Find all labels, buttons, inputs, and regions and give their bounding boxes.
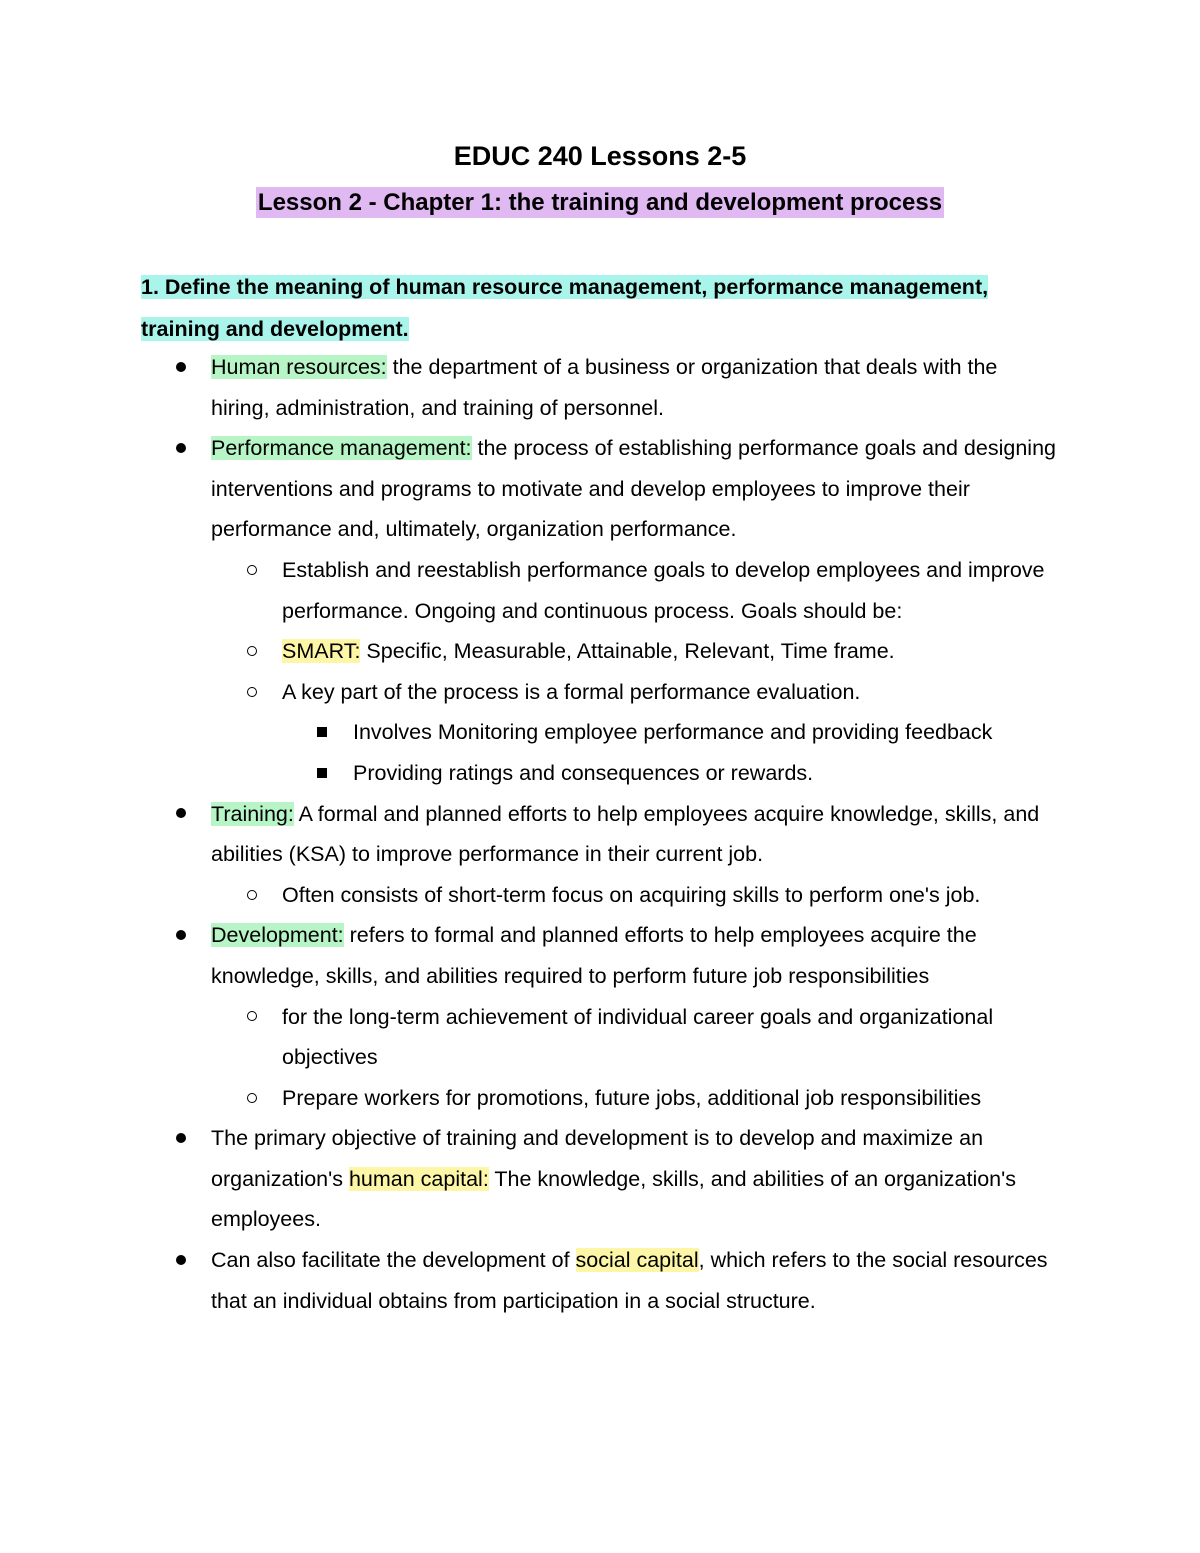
list-item-text — [211, 794, 1061, 875]
term-highlight: human capital: — [348, 1166, 489, 1191]
term-highlight: Development: — [211, 923, 344, 948]
sub-item-text: Establish and reestablish performance goals to develop employees and improve performance. Ongoing and continuous process. Goals should be: — [282, 557, 1045, 623]
sub-item-text: A key part of the process is a formal performance evaluation. — [282, 679, 861, 704]
bullet-circle-icon — [247, 672, 257, 713]
bullet-circle-icon — [247, 631, 257, 672]
lesson-heading — [0, 184, 1200, 222]
bullet-dot-icon — [176, 794, 186, 835]
list-item-text — [211, 1118, 1061, 1240]
bullet-dot-icon — [176, 915, 186, 956]
list-item-training — [0, 794, 1200, 875]
term-highlight: Human resources: — [211, 355, 387, 379]
term-highlight: SMART: — [282, 639, 361, 664]
sub-sub-item-text: Involves Monitoring employee performance and providing feedback — [353, 720, 993, 745]
bullet-dot-icon — [176, 428, 186, 469]
definition-text: Specific, Measurable, Attainable, Relevant, Time frame. — [360, 639, 895, 664]
bullet-circle-icon — [247, 875, 257, 916]
list-item-primary-objective — [0, 1118, 1200, 1240]
sub-item-establish-goals — [0, 550, 1200, 631]
term-highlight: Performance management: — [211, 436, 472, 461]
list-item-performance-management — [0, 428, 1200, 550]
lesson-heading-text: Lesson 2 - Chapter 1: the training and development process — [257, 189, 943, 216]
sub-item-smart — [0, 631, 1200, 672]
list-item-text — [211, 428, 1061, 550]
bullet-dot-icon — [176, 347, 186, 388]
sub-sub-item-monitoring — [0, 712, 1200, 753]
document-body — [0, 347, 1200, 1321]
text-after: , which refers to the social resources that an individual obtains from participation in a social structure. — [211, 1248, 1048, 1313]
sub-item-text: Prepare workers for promotions, future jobs, additional job responsibilities — [282, 1085, 982, 1110]
definition-text: refers to formal and planned efforts to help employees acquire the knowledge, skills, and abilities required to perform future job responsibilities — [211, 923, 977, 988]
list-item-human-resources — [0, 347, 1200, 428]
definition-text: the process of establishing performance goals and designing interventions and programs to motivate and develop employees to improve their performance and, ultimately, organization performance. — [211, 436, 1056, 542]
sub-item-short-term — [0, 875, 1200, 916]
sub-item-text: for the long-term achievement of individual career goals and organizational objectives — [282, 1004, 994, 1070]
sub-sub-item-ratings — [0, 753, 1200, 794]
sub-item-evaluation — [0, 672, 1200, 713]
text-after: The knowledge, skills, and abilities of an organization's employees. — [211, 1166, 1016, 1232]
text-before: Can also facilitate the development of — [211, 1248, 576, 1273]
bullet-circle-icon — [247, 997, 257, 1038]
text-before: The primary objective of training and development is to develop and maximize an organization's — [211, 1126, 984, 1191]
sub-item-long-term — [0, 997, 1200, 1078]
list-item-development — [0, 915, 1200, 996]
list-item-text — [211, 347, 1061, 428]
bullet-circle-icon — [247, 1078, 257, 1119]
list-item-text — [211, 915, 1061, 996]
sub-item-text: Often consists of short-term focus on acquiring skills to perform one's job. — [282, 882, 981, 907]
definition-text: A formal and planned efforts to help employees acquire knowledge, skills, and abilities (KSA) to improve performance in their current job. — [211, 801, 1040, 867]
definition-text: the department of a business or organization that deals with the hiring, administration, and training of personnel. — [211, 355, 998, 420]
question-heading-text: 1. Define the meaning of human resource management, performance management, training and development. — [141, 275, 989, 341]
bullet-dot-icon — [176, 1118, 186, 1159]
bullet-dot-icon — [176, 1240, 186, 1281]
term-highlight: social capital — [575, 1248, 699, 1273]
term-highlight: Training: — [211, 801, 294, 826]
bullet-square-icon — [317, 712, 327, 753]
list-item-text — [211, 1240, 1061, 1321]
document-title: EDUC 240 Lessons 2-5 — [453, 141, 747, 171]
sub-sub-item-text: Providing ratings and consequences or rewards. — [353, 760, 814, 785]
list-item-social-capital — [0, 1240, 1200, 1321]
question-heading — [141, 266, 1061, 350]
sub-item-prepare-workers — [0, 1078, 1200, 1119]
bullet-square-icon — [317, 753, 327, 794]
bullet-circle-icon — [247, 550, 257, 591]
sub-item-text — [282, 631, 1062, 672]
